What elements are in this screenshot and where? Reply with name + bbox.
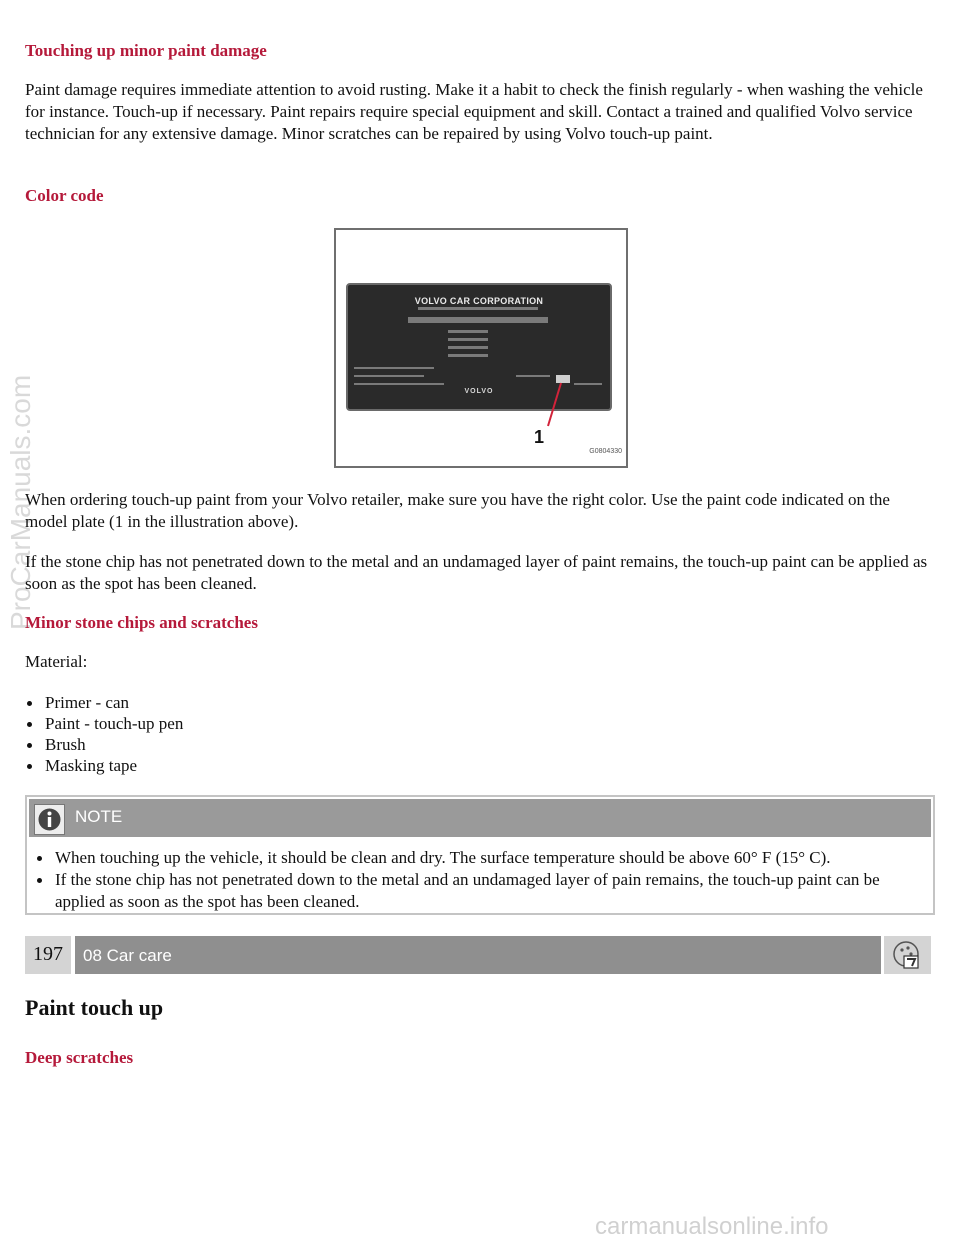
color-code-paragraph-2: If the stone chip has not penetrated down to the metal and an undamaged layer of paint remains, the touch-up paint can be applied as soon as the spot has been cleaned. — [25, 552, 928, 593]
touch-up-paragraph: Paint damage requires immediate attention to avoid rusting. Make it a habit to check the finish regularly - when washing the vehicle for instance. Touch-up if necessary. Paint repairs require special equipment and skill. Contact a trained and qualified Volvo service technician for any extensive damage. Minor scratches can be repaired by using Volvo touch-up paint. — [25, 80, 923, 143]
car-care-icon — [884, 936, 931, 974]
color-code-heading: Color code — [25, 186, 104, 205]
plate-brand: VOLVO — [464, 388, 494, 395]
list-item: Masking tape — [25, 755, 183, 776]
list-item: Primer - can — [25, 692, 183, 713]
minor-chips-heading: Minor stone chips and scratches — [25, 613, 258, 632]
callout-line — [336, 230, 626, 466]
list-item: Brush — [25, 734, 183, 755]
material-label: Material: — [25, 652, 88, 671]
note-header — [29, 799, 931, 837]
side-watermark: ProCarManuals.com — [5, 374, 36, 630]
list-item: When touching up the vehicle, it should be clean and dry. The surface temperature should be above 60° F (15° C). — [31, 847, 927, 869]
section-title: 08 Car care — [75, 936, 881, 974]
page-number: 197 — [25, 936, 71, 974]
note-list — [31, 847, 927, 913]
color-code-paragraph-1: When ordering touch-up paint from your Volvo retailer, make sure you have the right color. Use the paint code indicated on the model plate (1 in the illustration above). — [25, 490, 890, 531]
model-plate-figure — [334, 228, 628, 468]
note-label: NOTE — [75, 807, 123, 826]
callout-number: 1 — [534, 427, 545, 447]
list-item: Paint - touch-up pen — [25, 713, 183, 734]
deep-scratches-heading: Deep scratches — [25, 1048, 134, 1067]
note-box — [25, 795, 935, 915]
plate-title: VOLVO CAR CORPORATION — [414, 296, 544, 306]
info-icon — [34, 804, 65, 835]
touch-up-heading: Touching up minor paint damage — [25, 41, 267, 60]
list-item: If the stone chip has not penetrated down to the metal and an undamaged layer of pain remains, the touch-up paint can be applied as soon as the spot has been cleaned. — [31, 869, 927, 913]
figure-code: G0804330 — [589, 448, 622, 455]
section-bar — [25, 936, 931, 974]
bottom-watermark: carmanualsonline.info — [595, 1213, 829, 1240]
materials-list — [25, 692, 183, 776]
page-heading: Paint touch up — [25, 995, 164, 1020]
